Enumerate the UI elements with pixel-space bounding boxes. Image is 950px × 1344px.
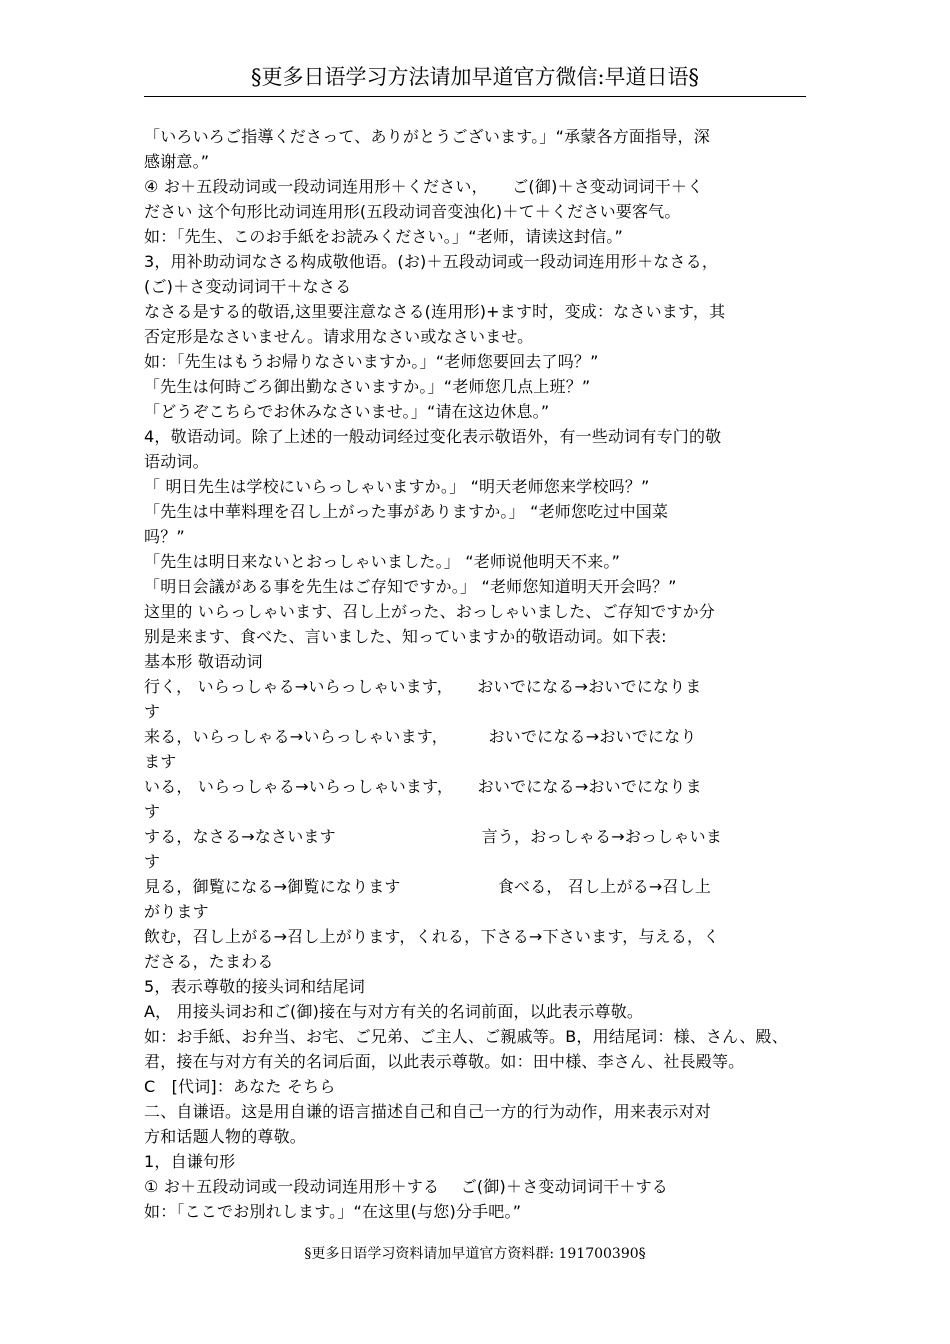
text-line: 如：「先生はもうお帰りなさいますか。」“老师您要回去了吗？” — [144, 352, 599, 371]
text-line: 行く， いらっしゃる→いらっしゃいます， おいでになる→おいでになりま — [144, 677, 702, 696]
text-line: 否定形是なさいません。请求用なさい或なさいませ。 — [144, 327, 534, 346]
text-line: 感谢意。” — [144, 152, 210, 171]
text-line: 语动词。 — [144, 452, 209, 471]
text-line: 如：「ここでお別れします。」“在这里(与您)分手吧。” — [144, 1202, 522, 1221]
text-line: 吗？” — [144, 527, 185, 546]
text-line: す — [144, 802, 161, 821]
text-line: がります — [144, 902, 209, 921]
page-footer: §更多日语学习资料请加早道官方资料群: 191700390§ — [304, 1246, 646, 1262]
text-line: す — [144, 852, 161, 871]
text-line: 見る，御覧になる→御覧になります 食べる， 召し上がる→召し上 — [144, 877, 712, 896]
text-line: 「 明日先生は学校にいらっしゃいますか。」 “明天老师您来学校吗？” — [144, 477, 650, 496]
text-line: いる， いらっしゃる→いらっしゃいます， おいでになる→おいでになりま — [144, 777, 702, 796]
text-line: ① お＋五段动词或一段动词连用形＋する ご(御)＋さ变动词词干＋する — [144, 1177, 669, 1196]
text-line: ださる，たまわる — [144, 952, 274, 971]
text-line: 这里的 いらっしゃいます、召し上がった、おっしゃいました、ご存知ですか分 — [144, 602, 716, 621]
text-line: 「いろいろご指導くださって、ありがとうございます。」“承蒙各方面指导，深 — [144, 127, 710, 146]
text-line: C [代词]：あなた そちら — [144, 1077, 336, 1096]
text-line: 5，表示尊敬的接头词和结尾词 — [144, 977, 365, 996]
text-line: ます — [144, 752, 177, 771]
page-header: §更多日语学习方法请加早道官方微信:早道日语§ — [250, 65, 700, 89]
text-line: 「先生は何時ごろ御出勤なさいますか。」“老师您几点上班？” — [144, 377, 591, 396]
text-line: 别是来ます、食べた、言いました、知っていますか的敬语动词。如下表: — [144, 627, 667, 646]
text-line: A， 用接头词お和ご(御)接在与对方有关的名词前面，以此表示尊敬。 — [144, 1002, 644, 1021]
text-line: (ご)＋さ变动词词干＋なさる — [144, 277, 352, 296]
text-line: 方和话题人物的尊敬。 — [144, 1127, 307, 1146]
text-line: 1，自谦句形 — [144, 1152, 236, 1171]
text-line: 「どうぞこちらでお休みなさいませ。」“请在这边休息。” — [144, 402, 550, 421]
text-line: 4，敬语动词。除了上述的一般动词经过变化表示敬语外，有一些动词有专门的敬 — [144, 427, 722, 446]
text-line: ださい 这个句形比动词连用形(五段动词音变浊化)＋て＋ください要客气。 — [144, 202, 681, 221]
text-line: ④ お＋五段动词或一段动词连用形＋ください， ご(御)＋さ变动词词干＋く — [144, 177, 704, 196]
text-line: 如：「先生、このお手紙をお読みください。」“老师，请读这封信。” — [144, 227, 623, 246]
text-line: 「先生は中華料理を召し上がった事がありますか。」 “老师您吃过中国菜 — [144, 502, 669, 521]
text-line: なさる是する的敬语,这里要注意なさる(连用形)+ます时，变成：なさいます，其 — [144, 302, 726, 321]
text-line: 君，接在与对方有关的名词后面，以此表示尊敬。如：田中様、李さん、社長殿等。 — [144, 1052, 745, 1071]
text-line: 3，用补助动词なさる构成敬他语。(お)＋五段动词或一段动词连用形＋なさる， — [144, 252, 719, 271]
document-body — [144, 124, 806, 1224]
text-line: す — [144, 702, 161, 721]
text-line: 二、自谦语。这是用自谦的语言描述自己和自己一方的行为动作，用来表示对对 — [144, 1102, 712, 1121]
header-divider — [144, 96, 806, 97]
text-line: 如：お手紙、お弁当、お宅、ご兄弟、ご主人、ご親戚等。B，用结尾词：様、さん、殿、 — [144, 1027, 788, 1046]
text-line: 「明日会議がある事を先生はご存知ですか。」 “老师您知道明天开会吗？” — [144, 577, 677, 596]
text-line: 基本形 敬语动词 — [144, 652, 263, 671]
text-line: 来る，いらっしゃる→いらっしゃいます， おいでになる→おいでになり — [144, 727, 697, 746]
text-line: 「先生は明日来ないとおっしゃいました。」 “老师说他明天不来。” — [144, 552, 621, 571]
text-line: 飲む，召し上がる→召し上がります，くれる，下さる→下さいます，与える，く — [144, 927, 720, 946]
text-line: する，なさる→なさいます 言う，おっしゃる→おっしゃいま — [144, 827, 723, 846]
